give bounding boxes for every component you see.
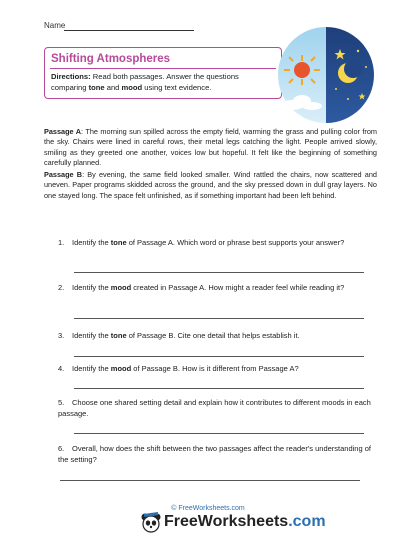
question-text-end: of Passage B. Cite one detail that helps establish it.	[126, 331, 300, 340]
name-label: Name	[44, 21, 66, 30]
footer-copyright[interactable]: © FreeWorksheets.com	[171, 505, 245, 512]
passage-a-label: Passage A	[44, 127, 82, 136]
question-text: Identify the	[72, 283, 111, 292]
panda-logo-icon	[140, 512, 162, 534]
answer-line[interactable]	[74, 433, 364, 434]
passage-a-text: : The morning sun spilled across the empty field, warming the grass and pulling color from the sky. Chairs were lined in careful rows, their metal legs catching the light. People arrived slowly, smiling as they greeted one another, voices low but hopeful. It felt like the beginning of something carefully planned.	[44, 127, 377, 167]
question-3	[58, 331, 378, 342]
question-keyword: mood	[110, 283, 132, 292]
passage-a	[44, 127, 377, 168]
logo-main: FreeWorksheets	[164, 513, 289, 530]
question-text: Choose one shared setting detail and explain how it contributes to different moods in each passage.	[58, 398, 371, 418]
name-field[interactable]	[64, 30, 194, 31]
question-number: 1.	[58, 238, 65, 247]
question-keyword: tone	[110, 331, 127, 340]
question-2	[58, 283, 378, 294]
question-1	[58, 238, 378, 249]
site-logo[interactable]	[140, 512, 326, 534]
question-number: 6.	[58, 444, 65, 453]
question-text: Identify the	[72, 331, 111, 340]
passage-b-text: : By evening, the same field looked smaller. Wind rattled the chairs, now scattered and uneven. Paper programs skidded across the ground, and the sky pressed down in dull gray layers. No one stayed long. The space felt unfinished, as if something important had been left behind.	[44, 170, 377, 200]
question-keyword: tone	[110, 238, 127, 247]
question-text-end: of Passage B. How is it different from Passage A?	[131, 364, 299, 373]
question-text: Overall, how does the shift between the two passages affect the reader's understanding of the setting?	[58, 444, 371, 464]
directions-and: and	[104, 82, 122, 92]
directions-end: using text evidence.	[142, 82, 212, 92]
question-4	[58, 364, 378, 375]
directions-text: Read both passages. Answer the questions comparing	[51, 72, 239, 92]
directions-mood: mood	[121, 82, 143, 92]
directions-tone: tone	[88, 82, 105, 92]
passage-b-label: Passage B	[44, 170, 83, 179]
question-number: 4.	[58, 364, 65, 373]
question-text: Identify the	[72, 364, 111, 373]
question-number: 3.	[58, 331, 65, 340]
title-divider	[50, 68, 276, 69]
question-text-end: of Passage A. Which word or phrase best supports your answer?	[126, 238, 345, 247]
question-number: 5.	[58, 398, 65, 407]
passage-b	[44, 170, 377, 201]
answer-line[interactable]	[74, 388, 364, 389]
answer-line[interactable]	[60, 480, 360, 481]
question-text-end: created in Passage A. How might a reader feel while reading it?	[131, 283, 345, 292]
title-card	[44, 47, 282, 99]
question-keyword: mood	[110, 364, 132, 373]
directions-label: Directions:	[51, 72, 91, 81]
answer-line[interactable]	[74, 318, 364, 319]
answer-line[interactable]	[74, 272, 364, 273]
question-5	[58, 398, 378, 419]
worksheet-title: Shifting Atmospheres	[51, 53, 171, 65]
question-text: Identify the	[72, 238, 111, 247]
day-night-illustration	[278, 27, 374, 123]
question-number: 2.	[58, 283, 65, 292]
answer-line[interactable]	[74, 356, 364, 357]
directions	[51, 72, 275, 93]
logo-tld: .com	[288, 513, 326, 530]
logo-text	[164, 513, 326, 531]
question-6	[58, 444, 378, 465]
